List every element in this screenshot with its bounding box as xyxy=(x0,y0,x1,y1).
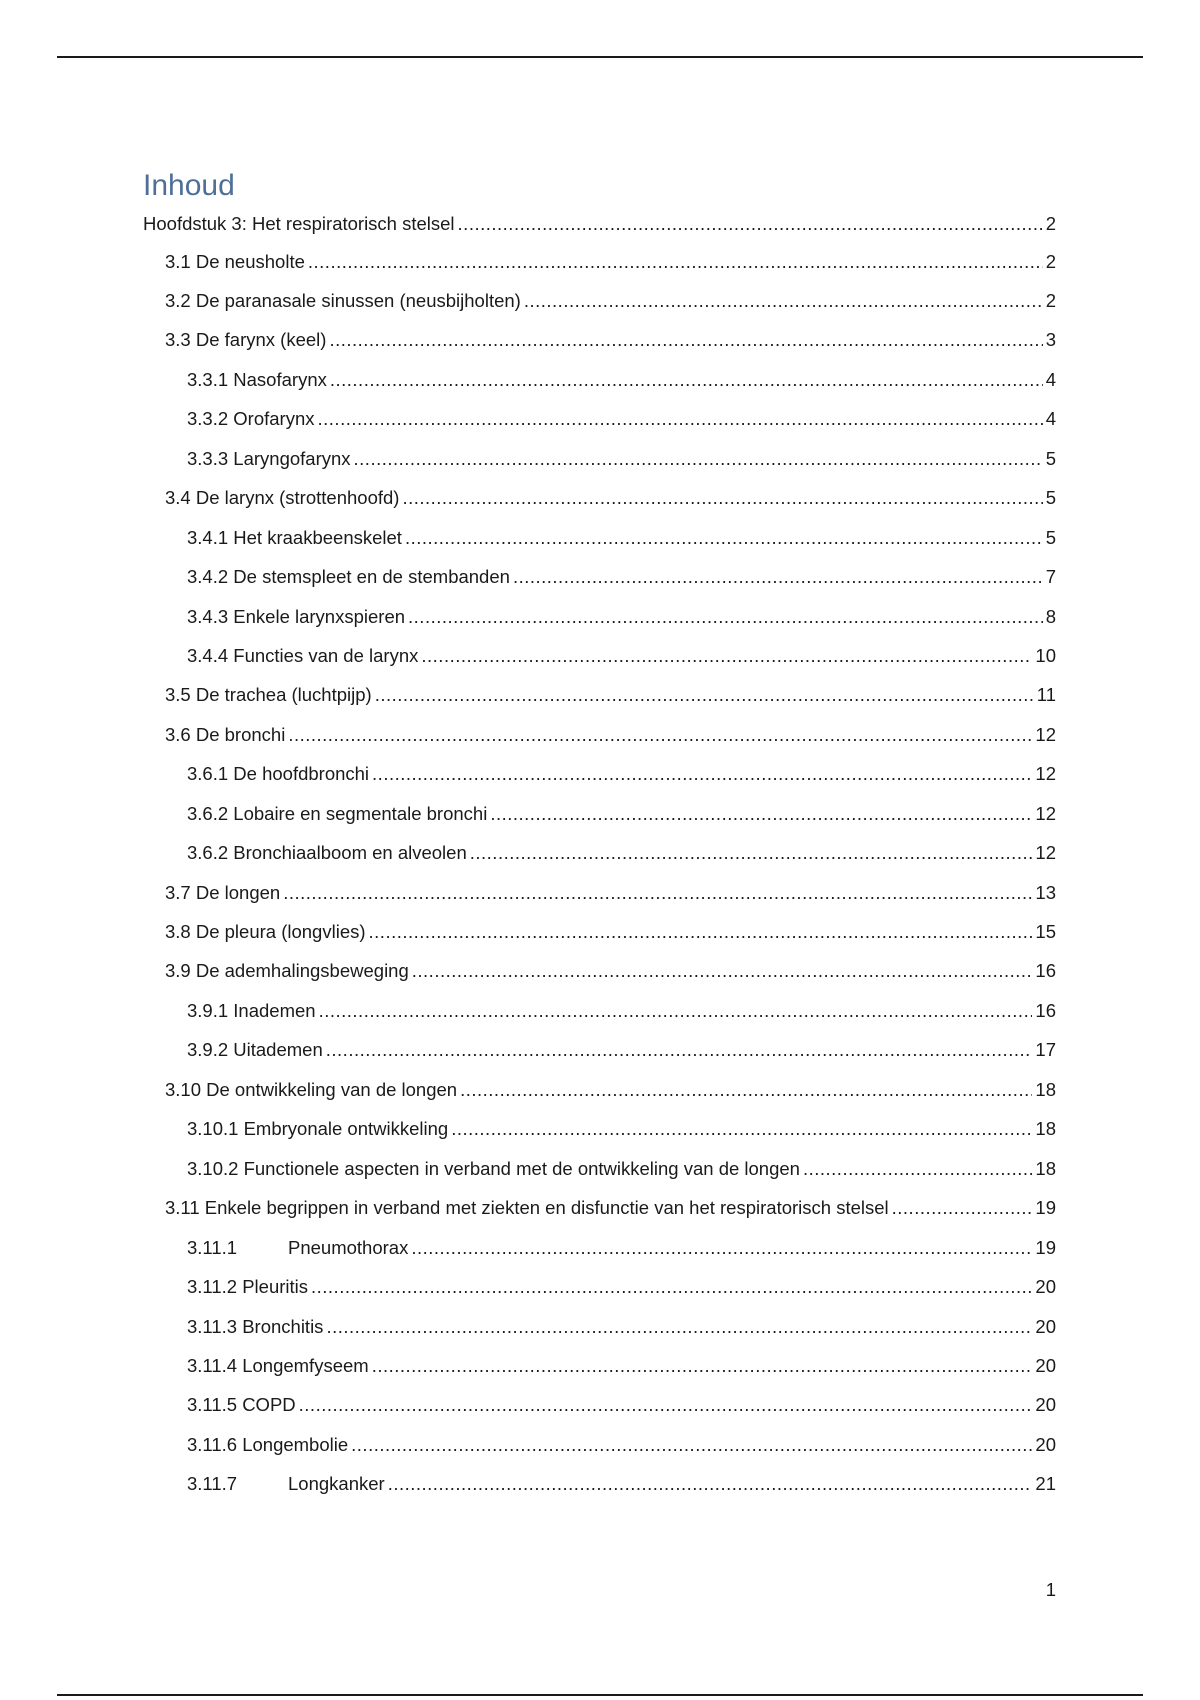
toc-leader-dots xyxy=(351,1432,1032,1458)
toc-entry-number: 3.11.7 xyxy=(187,1473,238,1494)
toc-leader-dots xyxy=(330,367,1043,393)
toc-leader-dots xyxy=(319,998,1033,1024)
toc-entry[interactable] xyxy=(187,525,1056,551)
toc-leader-dots xyxy=(372,1353,1033,1379)
toc-entry[interactable] xyxy=(165,327,1056,353)
toc-entry[interactable] xyxy=(187,1314,1056,1340)
toc-leader-dots xyxy=(372,761,1032,787)
toc-entry[interactable] xyxy=(165,682,1056,708)
toc-entry-page: 12 xyxy=(1035,724,1056,745)
toc-entry[interactable] xyxy=(165,1077,1056,1103)
toc-leader-dots xyxy=(421,643,1032,669)
toc-entry-page: 7 xyxy=(1045,566,1056,587)
toc-entry[interactable] xyxy=(187,1392,1056,1418)
toc-entry-text: 3.10.1 Embryonale ontwikkeling xyxy=(187,1118,449,1139)
toc-entry-text: 3.11.6 Longembolie xyxy=(187,1434,349,1455)
toc-entry-page: 20 xyxy=(1035,1276,1056,1297)
toc-leader-dots xyxy=(458,211,1043,237)
toc-leader-dots xyxy=(299,1392,1033,1418)
toc-entry[interactable] xyxy=(187,643,1056,669)
toc-entry-page: 21 xyxy=(1035,1473,1056,1494)
toc-leader-dots xyxy=(405,525,1043,551)
toc-leader-dots xyxy=(326,1037,1033,1063)
toc-entry[interactable] xyxy=(187,1432,1056,1458)
toc-entry-text: 3.6.2 Bronchiaalboom en alveolen xyxy=(187,842,467,863)
toc-leader-dots xyxy=(451,1116,1032,1142)
toc-entry[interactable] xyxy=(187,761,1056,787)
toc-entry-text xyxy=(187,1235,408,1261)
toc-entry-page: 12 xyxy=(1035,803,1056,824)
toc-entry-page: 2 xyxy=(1045,251,1056,272)
toc-leader-dots xyxy=(326,1314,1032,1340)
toc-entry[interactable] xyxy=(187,367,1056,393)
toc-entry-text: 3.8 De pleura (longvlies) xyxy=(165,921,366,942)
toc-entry-page: 17 xyxy=(1035,1039,1056,1060)
toc-entry-page: 20 xyxy=(1035,1434,1056,1455)
toc-entry-text: 3.11 Enkele begrippen in verband met ziekten en disfunctie van het respiratorisch stelsel xyxy=(165,1197,889,1218)
toc-entry-text: 3.10.2 Functionele aspecten in verband met de ontwikkeling van de longen xyxy=(187,1158,800,1179)
toc-entry-text: 3.4.4 Functies van de larynx xyxy=(187,645,419,666)
toc-entry[interactable] xyxy=(187,998,1056,1024)
toc-entry[interactable] xyxy=(187,1156,1056,1182)
toc-entry-text xyxy=(187,1471,385,1497)
toc-entry-title: Pneumothorax xyxy=(288,1237,409,1258)
toc-entry[interactable] xyxy=(187,1037,1056,1063)
toc-entry-page: 13 xyxy=(1035,882,1056,903)
toc-entry-page: 4 xyxy=(1045,369,1056,390)
toc-entry-text: 3.6.1 De hoofdbronchi xyxy=(187,763,370,784)
toc-leader-dots xyxy=(375,682,1034,708)
toc-entry-text: 3.11.2 Pleuritis xyxy=(187,1276,308,1297)
toc-entry-text: 3.4.2 De stemspleet en de stembanden xyxy=(187,566,510,587)
toc-entry-text: 3.3 De farynx (keel) xyxy=(165,329,327,350)
toc-entry[interactable] xyxy=(165,249,1056,275)
toc-entry-page: 20 xyxy=(1035,1316,1056,1337)
toc-leader-dots xyxy=(412,958,1033,984)
header-rule xyxy=(57,56,1143,58)
toc-entry-text: 3.2 De paranasale sinussen (neusbijholten) xyxy=(165,290,521,311)
toc-entry[interactable] xyxy=(187,1274,1056,1300)
toc-leader-dots xyxy=(388,1471,1033,1497)
toc-entry-text: 3.4.3 Enkele larynxspieren xyxy=(187,606,406,627)
toc-leader-dots xyxy=(408,604,1043,630)
toc-entry-text: 3.3.2 Orofarynx xyxy=(187,408,315,429)
toc-entry-page: 18 xyxy=(1035,1079,1056,1100)
toc-entry-text: 3.11.3 Bronchitis xyxy=(187,1316,324,1337)
toc-entry[interactable] xyxy=(187,1235,1056,1261)
toc-entry-text: 3.5 De trachea (luchtpijp) xyxy=(165,684,372,705)
toc-entry-page: 19 xyxy=(1035,1197,1056,1218)
toc-leader-dots xyxy=(524,288,1043,314)
toc-entry-page: 12 xyxy=(1035,842,1056,863)
toc-entry-page: 2 xyxy=(1045,290,1056,311)
toc-entry-text: 3.4 De larynx (strottenhoofd) xyxy=(165,487,400,508)
toc-entry-page: 8 xyxy=(1045,606,1056,627)
toc-entry[interactable] xyxy=(187,1116,1056,1142)
toc-entry-page: 11 xyxy=(1036,684,1056,705)
toc-entry-text: 3.3.1 Nasofarynx xyxy=(187,369,327,390)
toc-entry[interactable] xyxy=(187,1353,1056,1379)
toc-leader-dots xyxy=(288,722,1032,748)
toc-leader-dots xyxy=(402,485,1042,511)
toc-leader-dots xyxy=(411,1235,1032,1261)
toc-entry-page: 18 xyxy=(1035,1118,1056,1139)
toc-leader-dots xyxy=(803,1156,1032,1182)
toc-entry[interactable] xyxy=(165,722,1056,748)
toc-leader-dots xyxy=(490,801,1032,827)
toc-entry[interactable] xyxy=(187,446,1056,472)
toc-entry-number: 3.11.1 xyxy=(187,1237,238,1258)
toc-leader-dots xyxy=(369,919,1033,945)
toc-entry-page: 10 xyxy=(1035,645,1056,666)
toc-entry-text: 3.9.2 Uitademen xyxy=(187,1039,323,1060)
page-number: 1 xyxy=(1045,1579,1056,1600)
toc-entry-page: 20 xyxy=(1035,1394,1056,1415)
toc-entry-page: 12 xyxy=(1035,763,1056,784)
toc-entry[interactable] xyxy=(187,406,1056,432)
toc-leader-dots xyxy=(329,327,1042,353)
toc-entry[interactable] xyxy=(165,1195,1056,1221)
footer-rule xyxy=(57,1694,1143,1696)
toc-entry-text: 3.7 De longen xyxy=(165,882,281,903)
toc-leader-dots xyxy=(460,1077,1032,1103)
toc-title: Inhoud xyxy=(143,169,235,202)
toc-entry-page: 5 xyxy=(1045,448,1056,469)
toc-leader-dots xyxy=(283,880,1032,906)
toc-entry-text: 3.11.5 COPD xyxy=(187,1394,296,1415)
toc-entry-page: 20 xyxy=(1035,1355,1056,1376)
toc-entry-page: 5 xyxy=(1045,527,1056,548)
toc-leader-dots xyxy=(308,249,1043,275)
toc-entry-text: 3.9.1 Inademen xyxy=(187,1000,316,1021)
toc-entry[interactable] xyxy=(143,211,1056,237)
toc-entry[interactable] xyxy=(187,564,1056,590)
toc-entry[interactable] xyxy=(187,840,1056,866)
toc-entry[interactable] xyxy=(165,880,1056,906)
toc-entry-text: 3.3.3 Laryngofarynx xyxy=(187,448,351,469)
toc-leader-dots xyxy=(892,1195,1033,1221)
toc-entry[interactable] xyxy=(187,604,1056,630)
toc-entry[interactable] xyxy=(187,801,1056,827)
toc-entry[interactable] xyxy=(165,919,1056,945)
toc-entry[interactable] xyxy=(165,288,1056,314)
toc-leader-dots xyxy=(470,840,1033,866)
toc-entry-text: Hoofdstuk 3: Het respiratorisch stelsel xyxy=(143,213,455,234)
toc-entry-text: 3.1 De neusholte xyxy=(165,251,305,272)
toc-leader-dots xyxy=(318,406,1043,432)
toc-entry-page: 5 xyxy=(1045,487,1056,508)
toc-entry-page: 16 xyxy=(1035,1000,1056,1021)
toc-leader-dots xyxy=(513,564,1043,590)
toc-entry[interactable] xyxy=(187,1471,1056,1497)
toc-entry-page: 3 xyxy=(1045,329,1056,350)
toc-leader-dots xyxy=(354,446,1043,472)
toc-entry-page: 16 xyxy=(1035,960,1056,981)
toc-entry-text: 3.11.4 Longemfyseem xyxy=(187,1355,369,1376)
toc-entry[interactable] xyxy=(165,958,1056,984)
toc-entry[interactable] xyxy=(165,485,1056,511)
toc-entry-text: 3.10 De ontwikkeling van de longen xyxy=(165,1079,458,1100)
toc-entry-page: 2 xyxy=(1045,213,1056,234)
toc-entry-page: 15 xyxy=(1035,921,1056,942)
toc-entry-text: 3.4.1 Het kraakbeenskelet xyxy=(187,527,402,548)
toc-entry-text: 3.9 De ademhalingsbeweging xyxy=(165,960,409,981)
toc-leader-dots xyxy=(311,1274,1032,1300)
toc-entry-text: 3.6 De bronchi xyxy=(165,724,286,745)
toc-entry-page: 19 xyxy=(1035,1237,1056,1258)
toc-entry-page: 4 xyxy=(1045,408,1056,429)
toc-entry-text: 3.6.2 Lobaire en segmentale bronchi xyxy=(187,803,488,824)
toc-entry-title: Longkanker xyxy=(288,1473,385,1494)
toc-entry-page: 18 xyxy=(1035,1158,1056,1179)
